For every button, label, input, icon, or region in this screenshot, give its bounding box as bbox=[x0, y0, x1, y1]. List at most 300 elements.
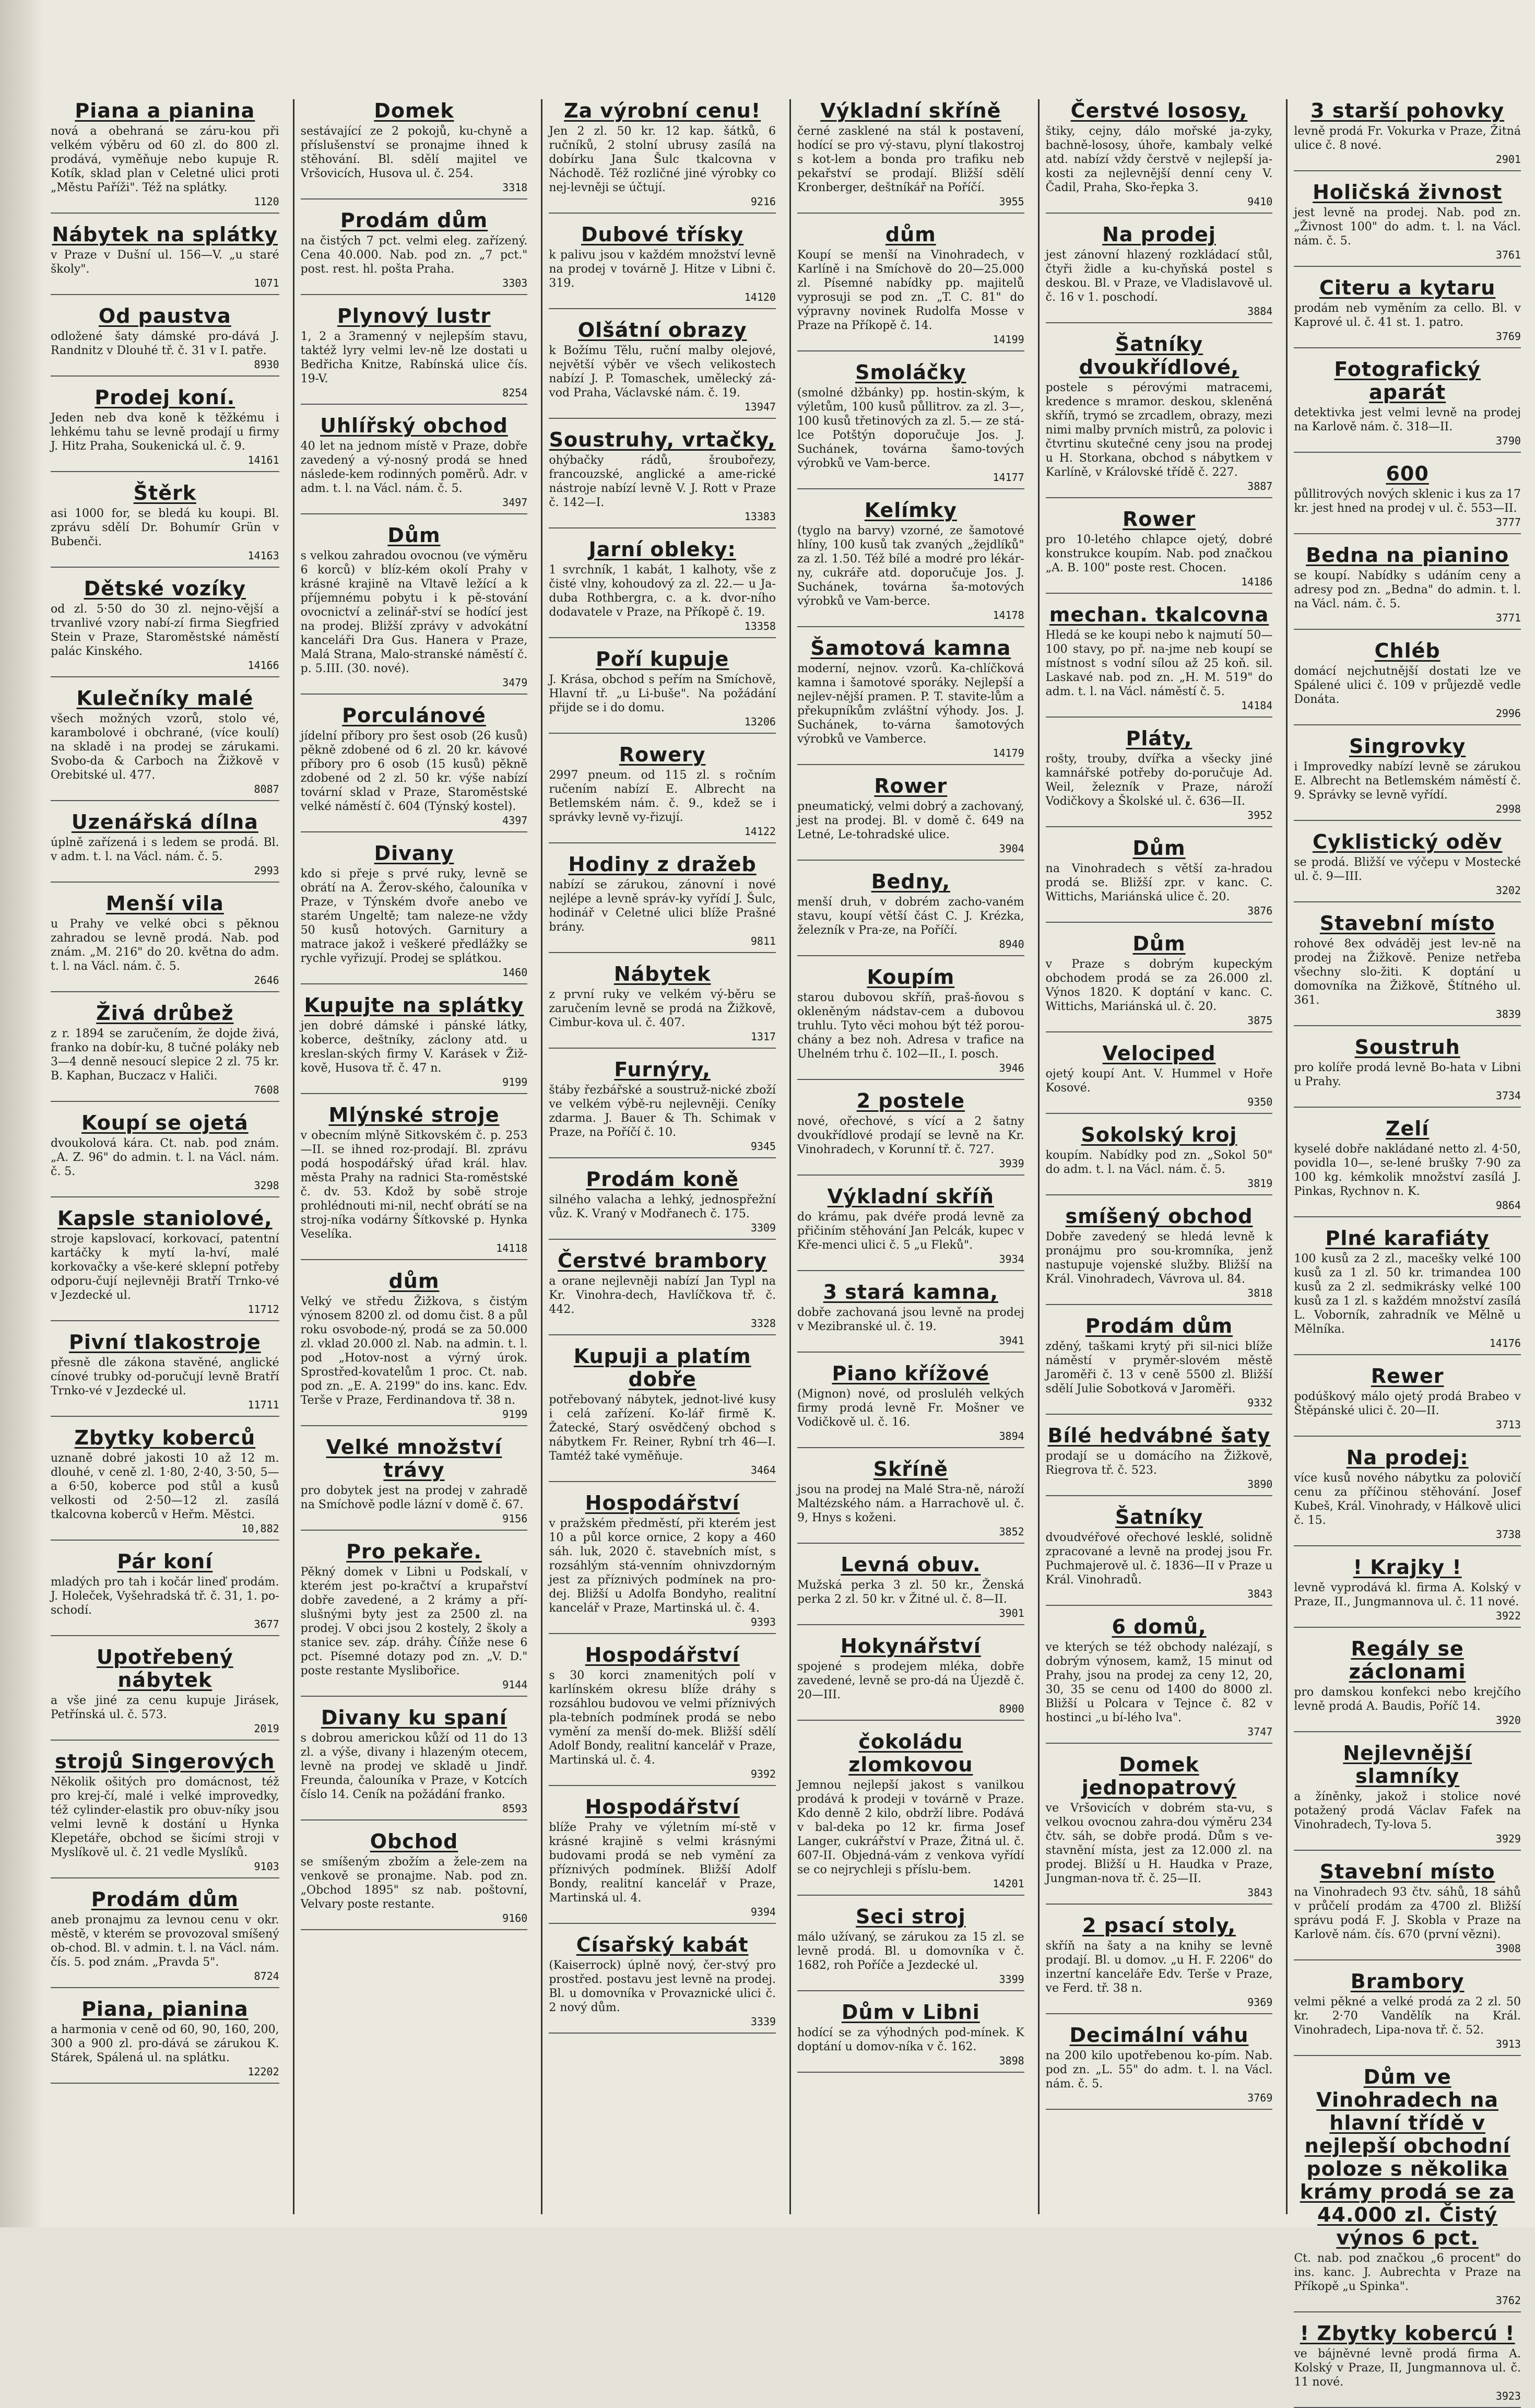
ad-number: 8254 bbox=[502, 386, 528, 399]
ad-body: u Prahy ve velké obci s pěknou zahradou se levně prodá. Nab. pod znám. „M. 216" do 20. května do adm. t. l. na Václ. nám. č. 5. bbox=[51, 918, 279, 973]
classified-ad bbox=[301, 1270, 528, 1426]
classified-ad bbox=[1294, 1860, 1521, 1960]
ad-body: a vše jiné za cenu kupuje Jirásek, Petřínská ul. č. 573. bbox=[51, 1694, 279, 1721]
ad-title: Furnýry, bbox=[614, 1058, 711, 1081]
ad-body: pro 10-letého chlapce ojetý, dobré konstrukce koupím. Nab. pod značkou „A. B. 100" poste rest. Chocen. bbox=[1045, 533, 1273, 574]
ad-number: 3298 bbox=[254, 1179, 279, 1192]
ad-title: Divany ku spaní bbox=[321, 1706, 507, 1729]
ad-body: s dobrou americkou kůží od 11 do 13 zl. a výše, divany i hlazeným otecem, levně na prodej ve skladě u Jindř. Freunda, čalouníka v Praze, v Kotcích číslo 14. Ceník na požádání franko. bbox=[300, 1732, 528, 1801]
ad-body: půllitrových nových sklenic i kus za 17 kr. jest hned na prodej v ul. č. 553—II. bbox=[1294, 488, 1521, 515]
ad-number: 3843 bbox=[1247, 1886, 1273, 1899]
classified-ad bbox=[1294, 358, 1521, 453]
classified-ad bbox=[797, 1458, 1024, 1544]
ad-number: 12202 bbox=[247, 2065, 279, 2078]
classified-ad bbox=[797, 99, 1024, 214]
ad-number: 3923 bbox=[1495, 2390, 1521, 2402]
ad-body: jsou na prodej na Malé Stra-ně, nároží Maltézského nám. a Harrachově ul. č. 9, Hnys s koženi. bbox=[797, 1483, 1024, 1524]
ad-number: 8930 bbox=[254, 358, 279, 371]
classified-ad bbox=[1046, 1424, 1273, 1496]
ad-number: 1460 bbox=[502, 966, 528, 979]
classified-ad bbox=[1046, 1914, 1273, 2014]
classified-ad bbox=[797, 1089, 1024, 1176]
ad-body: 1, 2 a 3ramenný v nejlepším stavu, taktéž lyry velmi lev-ně lze dostati u Bedřicha Knitze, Rabínská ulice čís. 19-V. bbox=[300, 330, 528, 385]
ad-title: Dům bbox=[387, 524, 441, 547]
ad-number: 3894 bbox=[999, 1430, 1024, 1442]
classified-ad bbox=[797, 1635, 1024, 1721]
classified-ad bbox=[797, 870, 1024, 956]
ad-number: 9103 bbox=[254, 1860, 279, 1873]
classified-ad bbox=[797, 774, 1024, 861]
classified-ad bbox=[51, 1111, 279, 1197]
ad-number: 9160 bbox=[502, 1912, 528, 1924]
ad-body: 1 svrchník, 1 kabát, 1 kalhoty, vše z čisté vlny, kohoudový za zl. 22.— u Ja-duba Rothbergra, c. a k. dvor-ního dodavatele v Praze, na Příkopě č. 19. bbox=[549, 563, 776, 619]
ad-body: dvoukolová kára. Ct. nab. pod znám. „A. Z. 96" do admin. t. l. na Václ. nám. č. 5. bbox=[51, 1137, 279, 1178]
classified-ad bbox=[1294, 735, 1521, 821]
ad-number: 9393 bbox=[750, 1616, 776, 1628]
classified-ad bbox=[51, 304, 279, 377]
ad-body: více kusů nového nábytku za polovičí cenu za příčinou stěhování. Josef Kubeš, Král. Vinohrady, v Hálkově ulici č. 15. bbox=[1294, 1472, 1521, 1527]
ad-title: Menší vila bbox=[105, 892, 224, 915]
column-3 bbox=[541, 99, 782, 2214]
classified-ad bbox=[1294, 1556, 1521, 1628]
classified-ad bbox=[1294, 912, 1521, 1026]
ad-body: pneumatický, velmi dobrý a zachovaný, jest na prodej. Bl. v domě č. 649 na Letné, Le-tohradské ulice. bbox=[797, 800, 1024, 841]
ad-body: úplně zařízená i s ledem se prodá. Bl. v adm. t. l. na Václ. nám. č. 5. bbox=[51, 836, 279, 863]
ad-body: levně vyprodává kl. firma A. Kolský v Praze, II., Jungmannova ul. č. 11 nové. bbox=[1294, 1581, 1521, 1608]
ad-number: 3898 bbox=[999, 2054, 1024, 2067]
ad-body: stroje kapslovací, korkovací, patentní kartáčky k mytí la-hví, malé korkovačky a vše-keré sklepní potřeby odporu-čují nejlevněji Bratří Trnko-vé v Jezdecké ul. bbox=[51, 1232, 279, 1302]
ad-number: 14118 bbox=[496, 1242, 528, 1254]
ad-number: 3769 bbox=[1495, 330, 1521, 343]
ad-body: J. Krása, obchod s peřím na Smíchově, Hlavní tř. „u Li-buše". Na požádání přijde se i do domu. bbox=[549, 673, 776, 714]
ad-number: 9811 bbox=[750, 935, 776, 947]
ad-body: 100 kusů za 2 zl., macešky velké 100 kusů za 1 zl. 50 kr. trimandea 100 kusů za 2 zl. sedmikrásky velké 100 kusů za 1 zl. s každém množství zasílá L. Voborník, zahradník ve Mělně u Mělníka. bbox=[1294, 1252, 1521, 1336]
ad-number: 3946 bbox=[999, 1062, 1024, 1074]
ad-title: Hodiny z dražeb bbox=[568, 853, 757, 876]
classified-ad bbox=[1294, 1117, 1521, 1217]
ad-number: 3920 bbox=[1495, 1714, 1521, 1726]
ad-body: potřebovaný nábytek, jednot-livé kusy i celá zařízení. Ko-lář firmě K. Žatecké, Starý osvědčený obchod s nábytkem Fr. Reiner, Rybní trh 46—I. Tamtéž také vyměňuje. bbox=[549, 1393, 776, 1463]
ad-title: Piano křížové bbox=[832, 1362, 990, 1385]
classified-ad bbox=[549, 648, 776, 734]
ad-number: 11711 bbox=[247, 1399, 279, 1411]
classified-ad bbox=[797, 1185, 1024, 1271]
classified-ad bbox=[1046, 837, 1273, 923]
classified-ad bbox=[549, 853, 776, 953]
ad-title: Prodám dům bbox=[1085, 1314, 1233, 1337]
ad-body: nové, ořechové, s vící a 2 šatny dvoukřídlové prodají se levně na Kr. Vinohradech, v Korunní tř. č. 727. bbox=[797, 1115, 1024, 1156]
ad-number: 14163 bbox=[247, 549, 279, 562]
ad-body: menší druh, v dobrém zacho-vaném stavu, koupí větší část C. J. Krézka, železník v Pra-ze, na Poříčí. bbox=[797, 896, 1024, 937]
ad-title: 2 psací stoly, bbox=[1082, 1914, 1236, 1937]
ad-body: v Praze s dobrým kupeckým obchodem prodá se za 26.000 zl. Výnos 1820. K doptání v kanc. C. Wittichs, Mariánská ul. č. 20. bbox=[1045, 958, 1273, 1013]
classified-ad bbox=[797, 966, 1024, 1080]
ad-number: 11712 bbox=[247, 1303, 279, 1315]
ad-number: 14201 bbox=[993, 1877, 1024, 1890]
classified-ad bbox=[1046, 727, 1273, 827]
ad-number: 3464 bbox=[750, 1464, 776, 1476]
ad-body: asi 1000 for, se bledá ku koupi. Bl. zprávu sdělí Dr. Bohumír Grün v Bubenči. bbox=[51, 507, 279, 548]
ad-title: Pro pekaře. bbox=[346, 1540, 482, 1563]
ad-number: 14176 bbox=[1489, 1337, 1521, 1349]
classified-columns bbox=[44, 99, 1527, 2402]
ad-body: k Božímu Tělu, ruční malby olejové, největší výběr ve všech velikostech nabízí J. P. Tomaschek, umělecký zá-vod Praha, Václavské nám. č. 19. bbox=[549, 344, 776, 400]
ad-number: 9332 bbox=[1247, 1396, 1273, 1409]
ad-title: Divany bbox=[374, 842, 454, 865]
ad-body: se koupí. Nabídky s udáním ceny a adresy pod zn. „Bedna" do admin. t. l. na Václ. nám. č. 5. bbox=[1294, 569, 1521, 610]
classified-ad bbox=[51, 1750, 279, 1878]
ad-number: 3339 bbox=[750, 2015, 776, 2028]
ad-body: Jemnou nejlepší jakost s vanilkou prodává k prodeji v továrně v Praze. Kdo denně 2 kilo, obdrží libre. Podává v bal-deka po 12 kr. firma Josef Langer, cukrářství v Praze, Žitná ul. č. 607-II. Objedná-vám z venkova vyřídí se co nejrychleji s příslu-bem. bbox=[797, 1779, 1024, 1876]
ad-title: Stavební místo bbox=[1319, 1860, 1495, 1883]
ad-body: jen dobré dámské i pánské látky, koberce, deštníky, záclony atd. u kreslan-ských firmy V. Karásek v Žiž-kově, Husova tř. č. 47 n. bbox=[300, 1019, 528, 1075]
ad-number: 3819 bbox=[1247, 1177, 1273, 1190]
ad-title: Na prodej bbox=[1102, 223, 1216, 246]
ad-body: štáby řezbářské a soustruž-nické zboží ve velkém výbě-ru nejlevněji. Ceníky zdarma. J. Bauer & Th. Schimak v Praze, na Poříčí č. 10. bbox=[549, 1084, 776, 1139]
ad-number: 14178 bbox=[993, 609, 1024, 621]
ad-number: 3904 bbox=[999, 842, 1024, 855]
ad-body: na 200 kilo upotřebenou ko-pím. Nab. pod zn. „L. 55" do adm. t. l. na Václ. nám. č. 5. bbox=[1045, 2049, 1273, 2090]
column-2 bbox=[293, 99, 534, 2214]
ad-number: 3843 bbox=[1247, 1588, 1273, 1600]
ad-title: Šamotová kamna bbox=[810, 637, 1011, 660]
ad-number: 3941 bbox=[999, 1334, 1024, 1347]
ad-number: 7608 bbox=[254, 1084, 279, 1096]
classified-ad bbox=[301, 524, 528, 695]
ad-number: 9199 bbox=[502, 1076, 528, 1088]
ad-number: 2996 bbox=[1495, 707, 1521, 720]
classified-ad bbox=[51, 892, 279, 992]
ad-title: Rewer bbox=[1371, 1365, 1444, 1388]
ad-body: Ct. nab. pod značkou „6 procent" do ins. kanc. J. Aubrechta v Praze na Příkopě „u Spinka". bbox=[1294, 2252, 1521, 2293]
ad-number: 4397 bbox=[502, 814, 528, 827]
ad-body: a harmonia v ceně od 60, 90, 160, 200, 300 a 900 zl. pro-dává se zárukou K. Stárek, Spálená ul. na splátku. bbox=[51, 2023, 279, 2064]
ad-title: Kapsle staniolové, bbox=[57, 1207, 273, 1230]
ad-number: 3929 bbox=[1495, 1833, 1521, 1845]
ad-body: kdo si přeje s prvé ruky, levně se obrátí na A. Žerov-ského, čalouníka v Praze, v Týnském dvoře anebo ve starém Ungeltě; tam naleze-ne vždy 50 kusů hotových. Garnitury a matrace jakož i veškeré předlážky se rychle vyřizují. Prodej se splátkou. bbox=[300, 867, 528, 965]
ad-title: 3 starší pohovky bbox=[1310, 99, 1505, 122]
ad-title: Plné karafiáty bbox=[1325, 1227, 1490, 1250]
ad-title: Soustruh bbox=[1354, 1036, 1460, 1059]
ad-number: 8593 bbox=[502, 1802, 528, 1815]
ad-number: 3887 bbox=[1247, 480, 1273, 492]
ad-title: Nábytek na splátky bbox=[52, 223, 278, 246]
ad-number: 8940 bbox=[999, 938, 1024, 950]
ad-number: 3762 bbox=[1495, 2294, 1521, 2307]
classified-ad bbox=[797, 1730, 1024, 1896]
ad-body: pro damskou konfekci nebo krejčího levně prodá A. Baudis, Poříč 14. bbox=[1294, 1686, 1521, 1713]
ad-body: pro dobytek jest na prodej v zahradě na Smíchově podle lázní v domě č. 67. bbox=[300, 1484, 528, 1511]
ad-title: Dům ve Vinohradech na hlavní třídě v nejlepší obchodní poloze s několika krámy prodá se za 44.000 zl. Čistý výnos 6 pct. bbox=[1300, 2065, 1515, 2249]
ad-number: 9369 bbox=[1247, 1996, 1273, 2008]
ad-body: (Mignon) nové, od prosluléh velkých firmy prodá levně Fr. Mošner ve Vodičkově ul. č. 16. bbox=[797, 1388, 1024, 1429]
classified-ad bbox=[1046, 1506, 1273, 1606]
ad-title: Čerstvé lososy, bbox=[1070, 99, 1248, 122]
ad-body: z první ruky ve velkém vý-běru se zaručením levně se prodá na Žižkově, Cimbur-kova ul. č. 407. bbox=[549, 988, 776, 1029]
ad-number: 13358 bbox=[744, 620, 776, 632]
ad-body: Několik ošitých pro domácnost, též pro krej-čí, malé i velké improvedky, též cylinder-elastik pro obuv-níky jsou velmi levně k dostání u Hynka Klepetáře, obchod se šicími stroji v Myslíkově ul. č. 21 vedle Myslíků. bbox=[51, 1776, 279, 1859]
classified-ad bbox=[1046, 1314, 1273, 1415]
ad-body: jídelní příbory pro šest osob (26 kusů) pěkně zdobené od 6 zl. 20 kr. kávové příbory pro 6 osob (15 kusů) pěkně zdobené od 2 zl. 50 kr. výše nabízí tovární sklad v Praze, Staroměstské velké náměstí č. 604 (Týnský kostel). bbox=[300, 730, 528, 813]
ad-number: 9392 bbox=[750, 1768, 776, 1780]
ad-title: Kupujte na splátky bbox=[304, 994, 524, 1017]
classified-ad bbox=[549, 1168, 776, 1240]
ad-body: uznaně dobré jakosti 10 až 12 m. dlouhé, v ceně zl. 1·80, 2·40, 3·50, 5— a 6·50, koberce pod stůl a kusů velkosti od 2·50—12 zl. zasílá tkalcovna koberců v Heřm. Městci. bbox=[51, 1452, 279, 1521]
ad-title: Šatníky dvoukřídlové, bbox=[1079, 333, 1239, 379]
classified-ad bbox=[1294, 1365, 1521, 1437]
classified-ad bbox=[51, 1550, 279, 1636]
classified-ad bbox=[549, 1643, 776, 1786]
ad-body: koupím. Nabídky pod zn. „Sokol 50" do adm. t. l. na Václ. nám. č. 5. bbox=[1045, 1149, 1273, 1176]
classified-ad bbox=[301, 1706, 528, 1820]
ad-title: Štěrk bbox=[133, 481, 196, 504]
ad-number: 3761 bbox=[1495, 249, 1521, 261]
ad-number: 8724 bbox=[254, 1970, 279, 1982]
column-6 bbox=[1286, 99, 1527, 2402]
ad-body: postele s pérovými matracemi, kredence s mramor. deskou, skleněná skříň, trymó se zrcadlem, obrazy, mezi nimi malby prvních mistrů, za polovic i čtvrtinu skutečné ceny jsou na prodej u H. Storkana, obchod s nábytkem v Karlíně, v Královské třídě č. 227. bbox=[1045, 381, 1273, 479]
classified-ad bbox=[1046, 1205, 1273, 1305]
classified-ad bbox=[1294, 1970, 1521, 2056]
classified-ad bbox=[797, 1281, 1024, 1353]
ad-title: Uhlířský obchod bbox=[320, 414, 508, 437]
ad-title: Soustruhy, vrtačky, bbox=[549, 428, 776, 451]
ad-body: se prodá. Bližší ve výčepu v Mostecké ul. č. 9—III. bbox=[1294, 856, 1521, 883]
ad-body: Mužská perka 3 zl. 50 kr., Ženská perka 2 zl. 50 kr. v Žitné ul. č. 8—II. bbox=[797, 1579, 1024, 1606]
ad-body: na čistých 7 pct. velmi eleg. zařízený. Cena 40.000. Nab. pod zn. „7 pct." post. rest. hl. pošta Praha. bbox=[300, 234, 528, 276]
ad-number: 3479 bbox=[502, 676, 528, 689]
ad-body: 40 let na jednom místě v Praze, dobře zavedený a vý-nosný prodá se hned následe-kem rodinných poměrů. Adr. v adm. t. l. na Václ. nám. č. 5. bbox=[300, 440, 528, 495]
ad-body: aneb pronajmu za levnou cenu v okr. městě, v kterém se provozoval smíšený ob-chod. Bl. v admin. t. l. na Václ. nám. čís. 5. pod znám. „Pravda 5". bbox=[51, 1913, 279, 1969]
classified-ad bbox=[1046, 1753, 1273, 1905]
ad-body: na Vinohradech s větší za-hradou prodá se. Bližší zpr. v kanc. C. Wittichs, Mariánská ulice č. 20. bbox=[1045, 862, 1273, 903]
ad-number: 13947 bbox=[744, 401, 776, 413]
ad-body: blíže Prahy ve výletním mí-stě v krásné krajině s velmi krásnými budovami prodá se neb vymění za příznivých podmínek. Bližší Adolf Bondy, realitní kancelář v Praze, Martinská ul. 4. bbox=[549, 1821, 776, 1905]
ad-title: Pár koní bbox=[117, 1550, 213, 1573]
ad-body: detektivka jest velmi levně na prodej na Karlově nám. č. 318—II. bbox=[1294, 406, 1521, 433]
ad-title: Skříně bbox=[873, 1458, 948, 1481]
ad-title: Cyklistický oděv bbox=[1312, 830, 1503, 853]
classified-ad bbox=[301, 209, 528, 295]
ad-body: (smolné džbánky) pp. hostin-ským, k výletům, 100 kusů půllitrov. za zl. 3—, 100 kusů třetinových za zl. 5.— ze stá-lce Potštýn doporučuje Jos. J. Suchánek, továrna šamo-tových výrobků ve Vam-berce. bbox=[797, 386, 1024, 470]
classified-ad bbox=[1046, 333, 1273, 498]
ad-number: 14179 bbox=[993, 747, 1024, 759]
classified-ad bbox=[797, 1362, 1024, 1448]
ad-title: Císařský kabát bbox=[576, 1933, 749, 1956]
classified-ad bbox=[1294, 1446, 1521, 1546]
ad-number: 3738 bbox=[1495, 1528, 1521, 1541]
ad-number: 1071 bbox=[254, 277, 279, 289]
ad-body: s velkou zahradou ovocnou (ve výměru 6 korců) v blíz-kém okolí Prahy v krásné krajině na Vltavě ležící a k příjemnému pobytu i k pě-stování ovocnictví a zelinář-ství se hodící jest na prodej. Bližší zprávy v advokátní kanceláři Dra Gus. Hanera v Praze, Malá Strana, Malo-stranské náměstí č. p. 5.III. (30. nové). bbox=[300, 549, 528, 675]
ad-title: 3 stará kamna, bbox=[823, 1281, 998, 1303]
classified-ad bbox=[51, 1888, 279, 1988]
ad-number: 3677 bbox=[254, 1618, 279, 1630]
ad-title: Mlýnské stroje bbox=[328, 1103, 500, 1126]
classified-ad bbox=[797, 2001, 1024, 2073]
ad-body: Jeden neb dva koně k těžkému i lehkému tahu se levně prodají u firmy J. Hitz Praha, Soukenická ul. č. 9. bbox=[51, 412, 279, 453]
ad-body: rošty, trouby, dvířka a všecky jiné kamnářské potřeby do-poručuje Ad. Weil, železník v Praze, nároží Vodičkovy a Školské ul. č. 636—II. bbox=[1045, 753, 1273, 808]
ad-number: 3876 bbox=[1247, 905, 1273, 917]
ad-title: Prodám koně bbox=[586, 1168, 739, 1191]
ad-title: dům bbox=[885, 223, 936, 246]
ad-title: Živá drůbež bbox=[96, 1002, 234, 1025]
ad-body: k palivu jsou v každém množství levně na prodej v továrně J. Hitze v Libni č. 319. bbox=[549, 249, 776, 290]
ad-title: Čerstvé brambory bbox=[558, 1249, 768, 1272]
ad-title: Hospodářství bbox=[585, 1795, 740, 1818]
ad-number: 3922 bbox=[1495, 1610, 1521, 1622]
ad-title: 6 domů, bbox=[1112, 1615, 1207, 1638]
ad-title: Holičská živnost bbox=[1313, 181, 1503, 204]
ad-number: 14166 bbox=[247, 659, 279, 672]
ad-body: rohové 8ex odváděj jest lev-ně na prodej na Žižkově. Penize netřeba všechny slo-žiti. K doptání u domovníka na Žižkově, Štítného ul. 361. bbox=[1294, 937, 1521, 1007]
ad-title: Koupí se ojetá bbox=[81, 1111, 249, 1134]
classified-ad bbox=[1046, 932, 1273, 1032]
ad-body: skříň na šaty a na knihy se levně prodají. Bl. u domov. „u H. F. 2206" do inzertní kanceláře Edv. Terše v Praze, ve Ferd. tř. 38 n. bbox=[1045, 1940, 1273, 1995]
column-4 bbox=[789, 99, 1031, 2214]
classified-ad bbox=[549, 538, 776, 638]
ad-body: (Kaiserrock) úplně nový, čer-stvý pro prostřed. postavu jest levně na prodej. Bl. u domovníka v Provaznické ulici č. 2 nový dům. bbox=[549, 1959, 776, 2014]
classified-ad bbox=[1046, 1123, 1273, 1195]
ad-title: Brambory bbox=[1350, 1970, 1465, 1993]
ad-number: 2646 bbox=[254, 974, 279, 986]
ad-number: 3318 bbox=[502, 181, 528, 194]
ad-body: odložené šaty dámské pro-dává J. Randnitz v Dlouhé tř. č. 31 v I. patře. bbox=[51, 330, 279, 357]
ad-title: Rowery bbox=[619, 743, 706, 766]
classified-ad bbox=[1294, 181, 1521, 267]
classified-ad bbox=[549, 1345, 776, 1482]
ad-title: Koupím bbox=[867, 966, 955, 989]
ad-body: sestávající ze 2 pokojů, ku-chyně a příslušenství se pronajme ihned k stěhování. Bl. sdělí majitel ve Vršovicích, Husova ul. č. 254. bbox=[300, 125, 528, 180]
ad-body: hodící se za výhodných pod-mínek. K doptání u domov-níka v č. 162. bbox=[797, 2026, 1024, 2053]
ad-body: jest zánovní hlazený rozkládací stůl, čtyři židle a ku-chyňská postel s deskou. Bl. v Praze, ve Vladislavově ul. č. 16 v 1. poschodí. bbox=[1045, 249, 1273, 304]
classified-ad bbox=[51, 1331, 279, 1417]
ad-title: Sokolský kroj bbox=[1081, 1123, 1237, 1146]
ad-body: do krámu, pak dvéře prodá levně za přičiním stěhování Jan Pelcák, kupec v Kře-menci ulici č. 5 „u Fleků". bbox=[797, 1211, 1024, 1252]
ad-body: nabízí se zárukou, zánovní i nové nejlépe a levně správ-ky vyřídí J. Šulc, hodinář v Celetné ulici blíže Prašné brány. bbox=[549, 878, 776, 934]
ad-body: na Vinohradech 93 čtv. sáhů, 18 sáhů v průčelí prodám za 4700 zl. Bližší správu podá F. J. Skobla v Praze na Karlově nám. čís. 670 (první vězni). bbox=[1294, 1886, 1521, 1941]
ad-number: 14161 bbox=[247, 454, 279, 466]
classified-ad bbox=[549, 319, 776, 419]
classified-ad bbox=[51, 577, 279, 677]
ad-title: Kulečníky malé bbox=[76, 687, 254, 710]
ad-body: Dobře zavedený se hledá levně k pronájmu pro sou-kromníka, jenž nastupuje vojenské služby. Bližší na Král. Vinohradech, Vávrova ul. 84. bbox=[1045, 1230, 1273, 1286]
ad-body: prodají se u domácího na Žižkově, Riegrova tř. č. 523. bbox=[1045, 1450, 1273, 1477]
ad-title: Pláty, bbox=[1126, 727, 1192, 750]
ad-title: ! Krajky ! bbox=[1353, 1556, 1462, 1579]
ad-title: Pivní tlakostroje bbox=[69, 1331, 261, 1354]
classified-ad bbox=[301, 842, 528, 984]
ad-title: Dětské vozíky bbox=[84, 577, 246, 600]
classified-ad bbox=[797, 499, 1024, 627]
ad-number: 3884 bbox=[1247, 305, 1273, 318]
classified-ad bbox=[1294, 830, 1521, 902]
classified-ad bbox=[51, 99, 279, 214]
ad-body: ve Vršovicích v dobrém sta-vu, s velkou ovocnou zahra-dou výměru 234 čtv. sáh, se dobře prodá. Dům s ve-stavnění místa, jest za 12.000 zl. na prodej. Bližší u H. Haudka v Praze, Jungman-nova tř. č. 25—II. bbox=[1045, 1802, 1273, 1885]
ad-number: 9199 bbox=[502, 1408, 528, 1420]
classified-ad bbox=[301, 704, 528, 832]
ad-number: 2998 bbox=[1495, 803, 1521, 815]
ad-title: Prodám dům bbox=[91, 1888, 239, 1911]
classified-ad bbox=[301, 1436, 528, 1531]
ad-number: 3202 bbox=[1495, 884, 1521, 897]
ad-title: Hospodářství bbox=[585, 1491, 740, 1514]
ad-title: Za výrobní cenu! bbox=[564, 99, 761, 122]
ad-body: zděný, taškami krytý při sil-nici blíže náměstí v pryměr-slovém městě Jaroměři č. 13 v ceně 5500 zl. Bližší sdělí Julie Sobotková v Jaroměři. bbox=[1045, 1340, 1273, 1395]
ad-number: 2993 bbox=[254, 864, 279, 877]
ad-title: Velké množství trávy bbox=[326, 1436, 502, 1482]
ad-number: 14199 bbox=[993, 333, 1024, 346]
ad-number: 3952 bbox=[1247, 809, 1273, 821]
classified-ad bbox=[549, 1491, 776, 1634]
ad-title: Seci stroj bbox=[856, 1905, 966, 1928]
ad-number: 3747 bbox=[1247, 1725, 1273, 1738]
ad-title: Obchod bbox=[370, 1830, 458, 1853]
ad-title: Na prodej: bbox=[1346, 1446, 1469, 1469]
ad-number: 1317 bbox=[750, 1030, 776, 1043]
ad-number: 8087 bbox=[254, 783, 279, 795]
ad-number: 3303 bbox=[502, 277, 528, 289]
classified-ad bbox=[1294, 1637, 1521, 1732]
ad-body: pro kolíře prodá levně Bo-hata v Libni u Prahy. bbox=[1294, 1061, 1521, 1088]
ad-body: Hledá se ke koupi nebo k najmutí 50—100 stavy, po př. na-jme neb koupí se místnost s vodní sílou až 25 koň. sil. Laskavé nab. pod zn. „H. M. 519" do adm. t. l. na Václ. náměstí č. 5. bbox=[1045, 629, 1273, 698]
ad-number: 3934 bbox=[999, 1253, 1024, 1265]
ad-title: Plynový lustr bbox=[337, 304, 491, 327]
classified-ad bbox=[301, 99, 528, 199]
ad-body: i Improvedky nabízí levně se zárukou E. Albrecht na Betlemském náměstí č. 9. Správky se levně vyřídí. bbox=[1294, 760, 1521, 802]
classified-ad bbox=[301, 304, 528, 405]
ad-title: Dům bbox=[1132, 837, 1186, 860]
classified-ad bbox=[549, 1249, 776, 1335]
ad-title: Bílé hedvábné šaty bbox=[1047, 1424, 1271, 1447]
ad-number: 3890 bbox=[1247, 1478, 1273, 1490]
ad-title: Chléb bbox=[1374, 639, 1440, 662]
classified-ad bbox=[301, 1103, 528, 1260]
ad-body: 2997 pneum. od 115 zl. s ročním ručením nabízí E. Albrecht na Betlemském nám. č. 9., kdež se i správky levně vy-řizují. bbox=[549, 769, 776, 824]
ad-number: 3955 bbox=[999, 195, 1024, 208]
ad-title: Nábytek bbox=[613, 962, 711, 985]
ad-title: smíšený obchod bbox=[1065, 1205, 1253, 1228]
ad-number: 9350 bbox=[1247, 1096, 1273, 1108]
ad-title: Výkladní skříň bbox=[827, 1185, 994, 1208]
ad-title: Prodám dům bbox=[340, 209, 488, 232]
ad-title: Jarní obleky: bbox=[588, 538, 736, 561]
ad-number: 3939 bbox=[999, 1157, 1024, 1170]
classified-ad bbox=[51, 811, 279, 883]
ad-number: 9864 bbox=[1495, 1199, 1521, 1212]
classified-ad bbox=[1294, 99, 1521, 171]
classified-ad bbox=[1294, 2065, 1521, 2312]
classified-ad bbox=[797, 637, 1024, 765]
ad-title: Piana a pianina bbox=[75, 99, 255, 122]
ad-body: Koupí se menší na Vinohradech, v Karlíně i na Smíchově do 20—25.000 zl. Písemné nabídky pp. majitelů vyprosuji se pod zn. „T. C. 81" do výpravny novinek Rudolfa Mosse v Praze na Příkopě č. 14. bbox=[797, 249, 1024, 332]
classified-ad bbox=[549, 1795, 776, 1924]
ad-number: 13383 bbox=[744, 510, 776, 523]
ad-title: Decimální váhu bbox=[1069, 2024, 1249, 2047]
ad-title: Regály se záclonami bbox=[1349, 1637, 1466, 1683]
ad-number: 3913 bbox=[1495, 2038, 1521, 2050]
classified-ad bbox=[1294, 1742, 1521, 1851]
ad-number: 13206 bbox=[744, 715, 776, 728]
ad-title: Hokynářství bbox=[840, 1635, 981, 1658]
ad-number: 3734 bbox=[1495, 1089, 1521, 1102]
ad-number: 9156 bbox=[502, 1512, 528, 1525]
ad-body: ve kterých se též obchody nalézají, s dobrým výnosem, kamž, 15 minut od Prahy, jsou na prodej za ceny 12, 20, 30, 35 se cenu od 1400 do 8000 zl. Bližší u Polcara v Tejnce č. 82 v hostinci „u bí-lého lva". bbox=[1045, 1641, 1273, 1724]
classified-ad bbox=[51, 1646, 279, 1741]
classified-ad bbox=[797, 361, 1024, 489]
classified-ad bbox=[1294, 462, 1521, 534]
ad-number: 3818 bbox=[1247, 1287, 1273, 1299]
ad-title: Prodej koní. bbox=[95, 386, 235, 409]
ad-title: Kupuji a platím dobře bbox=[573, 1345, 751, 1391]
